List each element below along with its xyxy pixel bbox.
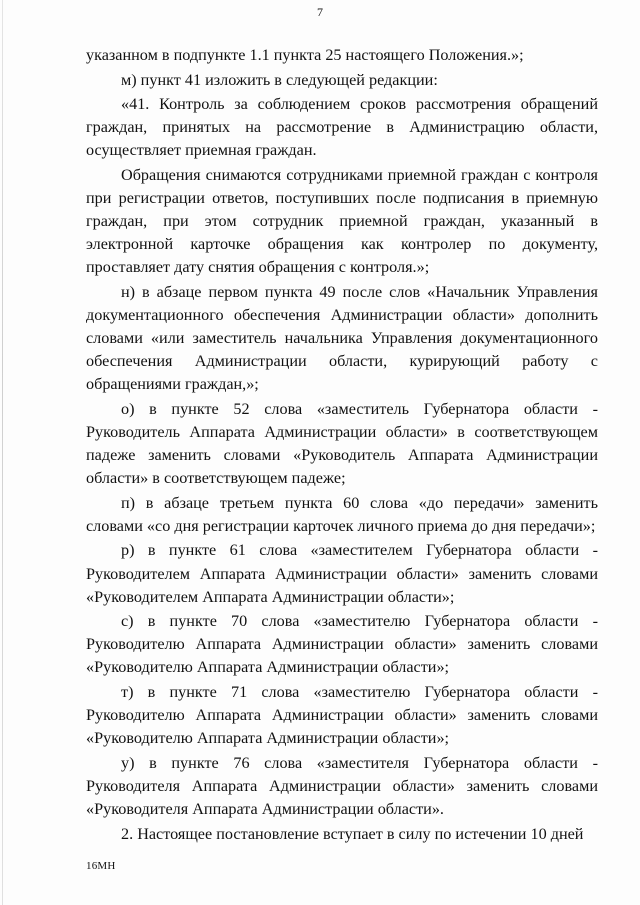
paragraph-item-m: м) пункт 41 изложить в следующей редакции:: [121, 70, 438, 89]
paragraph-item-u: у) в пункте 76 слова «заместителя Губернатора области - Руководителя Аппарата Администрации области» заменить словами «Руководителя Аппарата Администрации области».: [86, 753, 598, 818]
paragraph-item-t: т) в пункте 71 слова «заместителю Губернатора области - Руководителю Аппарата Администрации области» заменить словами «Руководителю Аппарата Администрации области»;: [86, 683, 598, 748]
paragraph-control-removal: Обращения снимаются сотрудниками приемной граждан с контроля при регистрации ответов, поступивших после подписания в приемную граждан, при этом сотрудник приемной граждан, указанный в электронной карточке обращения как контролер по документу, проставляет дату снятия обращения с контроля.»;: [86, 165, 598, 277]
paragraph-continuation: указанном в подпункте 1.1 пункта 25 настоящего Положения.»;: [86, 46, 524, 64]
paragraph-point-41: «41. Контроль за соблюдением сроков рассмотрения обращений граждан, принятых на рассмотрение в Администрацию области, осуществляет приемная граждан.: [86, 95, 598, 160]
page-number: 7: [317, 5, 323, 19]
paragraph-item-o: о) в пункте 52 слова «заместитель Губернатора области - Руководитель Аппарата Администрации области» в соответствующем падеже заменить словами «Руководитель Аппарата Администрации области» в соответствующем падеже;: [86, 399, 598, 488]
paragraph-item-r: р) в пункте 61 слова «заместителем Губернатора области - Руководителем Аппарата Администрации области» заменить словами «Руководителем Аппарата Администрации области»;: [86, 541, 598, 606]
paragraph-item-n: н) в абзаце первом пункта 49 после слов «Начальник Управления документационного обеспечения Администрации области» дополнить словами «или заместитель начальника Управления документационного обеспечения Администрации области, курирующий работу с обращениями граждан,»;: [86, 282, 598, 394]
document-body: [86, 44, 598, 846]
paragraph-section-2: 2. Настоящее постановление вступает в силу по истечении 10 дней: [121, 824, 584, 843]
scan-edge: [2, 0, 3, 905]
paragraph-item-s: с) в пункте 70 слова «заместителю Губернатора области - Руководителю Аппарата Администрации области» заменить словами «Руководителю Аппарата Администрации области»;: [86, 612, 598, 677]
paragraph-item-p: п) в абзаце третьем пункта 60 слова «до передачи» заменить словами «со дня регистрации карточек личного приема до дня передачи»;: [86, 493, 598, 535]
document-code: 16МН: [86, 860, 116, 872]
